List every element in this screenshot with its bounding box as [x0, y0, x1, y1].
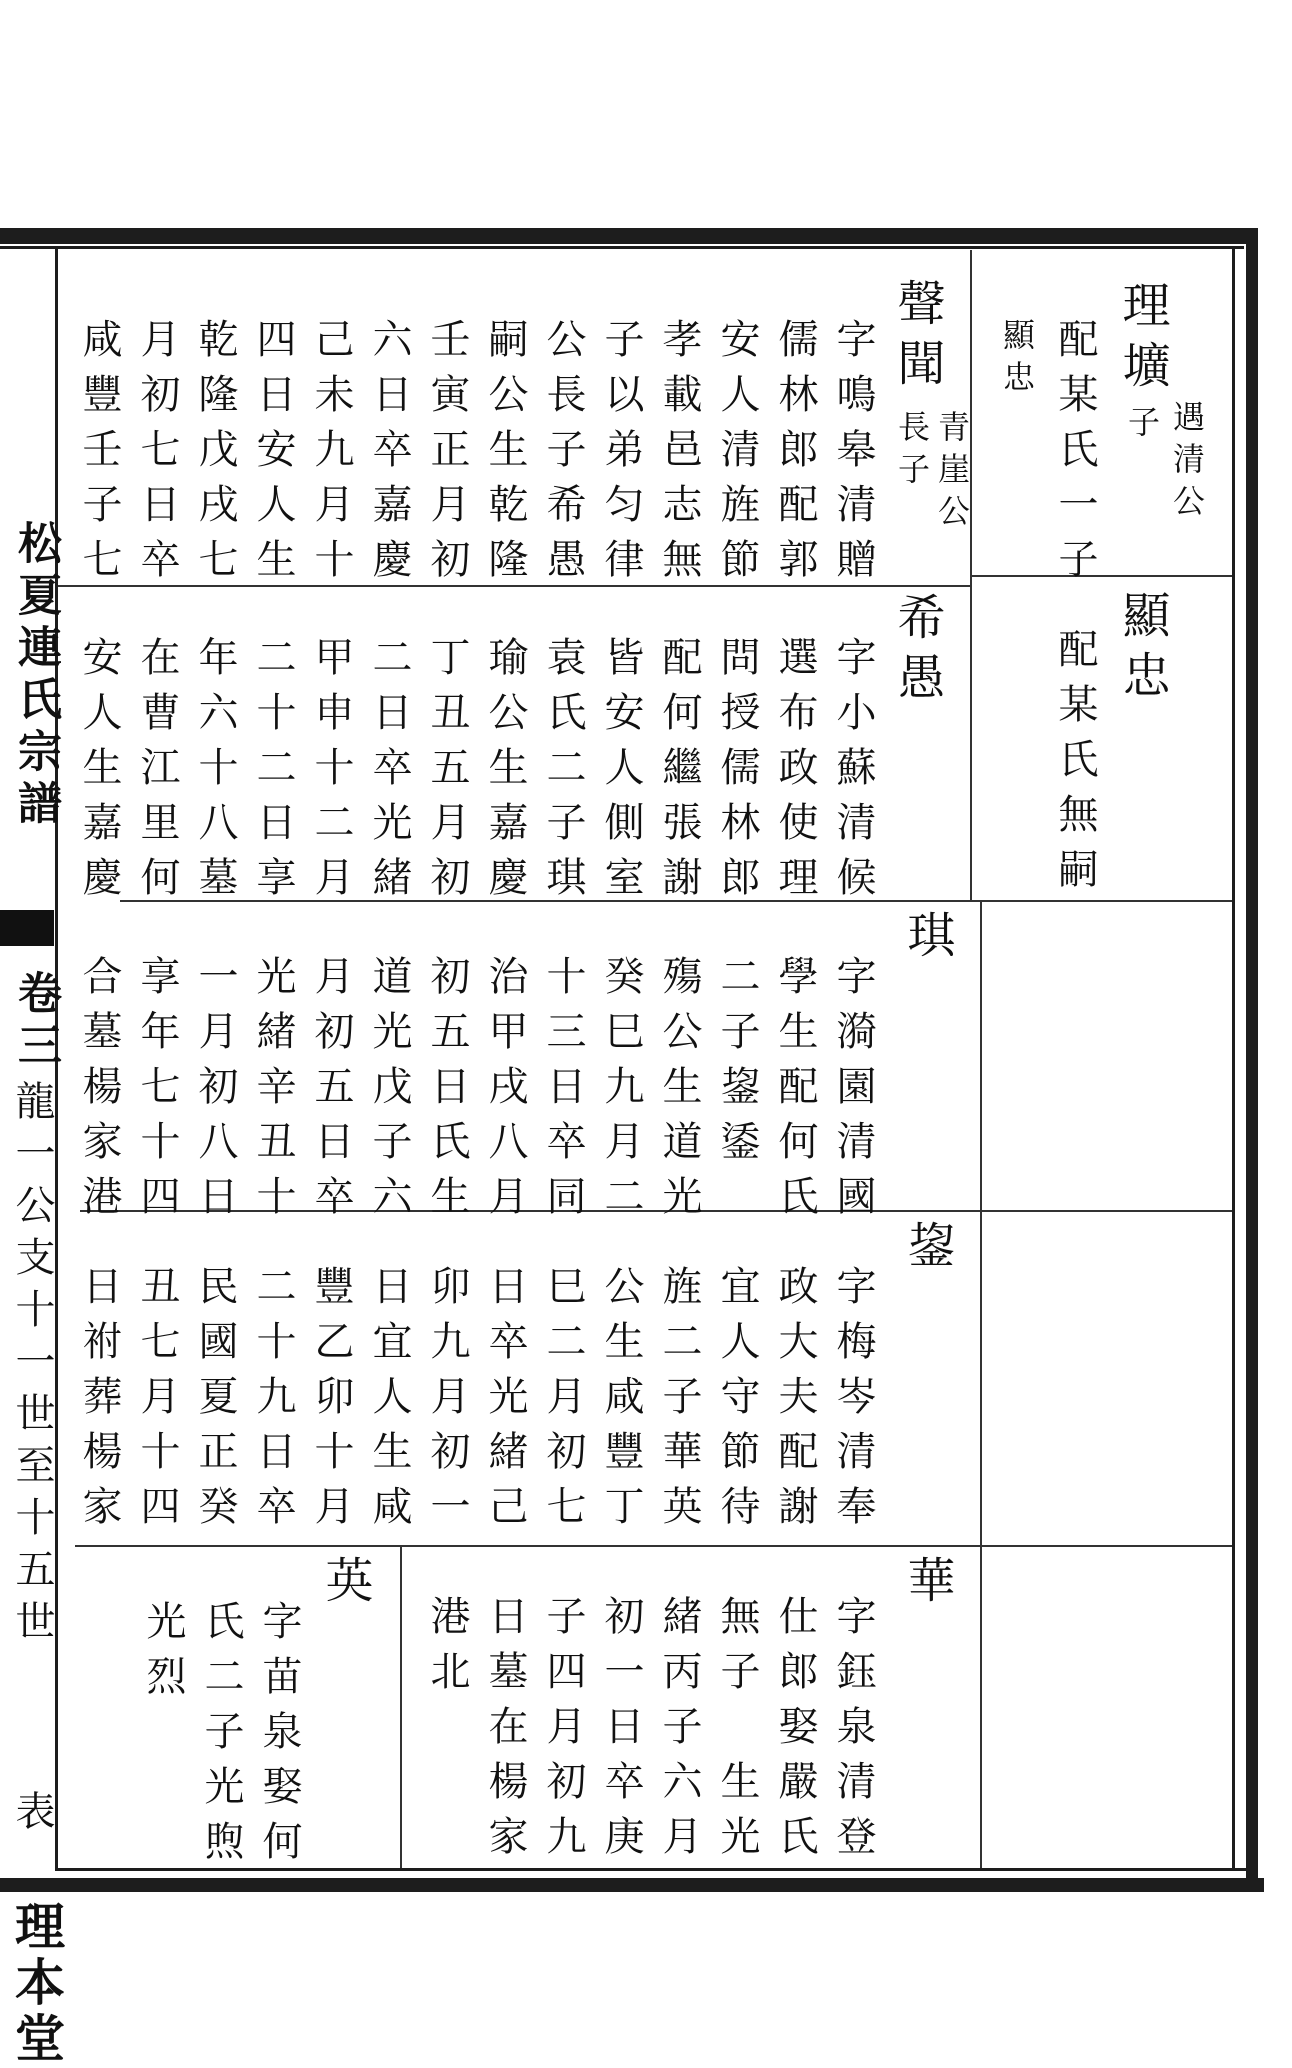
entry-text-col: 六日卒嘉慶 — [366, 318, 412, 593]
entry-text-col: 字梅岑清奉 — [830, 1265, 876, 1540]
entry-text-col: 巳二月初七 — [540, 1265, 586, 1540]
entry-text-col: 月初五日卒 — [308, 955, 354, 1230]
entry-text-col: 儒林郎配郭 — [772, 318, 818, 593]
frame-top-border — [0, 228, 1252, 244]
entry-text-col: 己未九月十 — [308, 318, 354, 593]
entry-text-col: 在曹江里何 — [134, 636, 180, 911]
entry-relation: 子 — [1123, 405, 1161, 447]
entry-text-col: 學生配何氏 — [772, 955, 818, 1230]
spine-margin — [0, 250, 66, 2068]
entry-text-col: 癸巳九月二 — [598, 955, 644, 1230]
entry-text-col: 治甲戌八月 — [482, 955, 528, 1230]
entry-text-col: 嗣公生乾隆 — [482, 318, 528, 593]
entry-text-col: 無子 生光 — [714, 1595, 760, 1870]
entry-name-yun: 鋆 — [899, 1220, 955, 1280]
entry-text-col: 子以弟匀律 — [598, 318, 644, 593]
entry-text-col: 子四月初九 — [540, 1595, 586, 1870]
entry-text-col: 安人清旌節 — [714, 318, 760, 593]
fishtail-mark — [0, 910, 54, 946]
entry-text-col: 配某氏一子 — [1052, 318, 1098, 593]
entry-text-col: 安人生嘉慶 — [76, 636, 122, 911]
entry-text-col: 字鳴皋清贈 — [830, 318, 876, 593]
spine-page-mark: 表 — [9, 1790, 55, 1830]
entry-text-col: 字漪園清國 — [830, 955, 876, 1230]
entry-text-col: 二十二日享 — [250, 636, 296, 911]
entry-text-col: 政大夫配謝 — [772, 1265, 818, 1540]
entry-text-col: 光烈 — [140, 1600, 186, 1710]
entry-text-col: 字小蘇清候 — [830, 636, 876, 911]
frame-top-inner-border — [0, 246, 1244, 249]
entry-text-col: 合墓楊家港 — [76, 955, 122, 1230]
entry-text-col: 旌二子華英 — [656, 1265, 702, 1540]
entry-text-col: 問授儒林郎 — [714, 636, 760, 911]
entry-name-li-kuang: 理壙 — [1114, 280, 1170, 400]
entry-text-col: 氏二子光煦 — [198, 1600, 244, 1875]
entry-text-col: 道光戊子六 — [366, 955, 412, 1230]
entry-text-col: 顯忠 — [998, 318, 1036, 402]
entry-text-col: 緒丙子六月 — [656, 1595, 702, 1870]
entry-father: 遇清公 — [1168, 400, 1206, 526]
entry-text-col: 選布政使理 — [772, 636, 818, 911]
entry-name-xian-zhong: 顯忠 — [1114, 590, 1170, 710]
entry-text-col: 字苗泉娶何 — [256, 1600, 302, 1875]
entry-text-col: 日墓在楊家 — [482, 1595, 528, 1870]
entry-text-col: 瑜公生嘉慶 — [482, 636, 528, 911]
spine-title: 松夏連氏宗譜 — [10, 520, 61, 832]
entry-text-col: 初一日卒庚 — [598, 1595, 644, 1870]
entry-text-col: 初五日氏生 — [424, 955, 470, 1230]
entry-text-col: 日卒光緒己 — [482, 1265, 528, 1540]
spine-hall-name: 理本堂 — [7, 1900, 66, 2068]
entry-text-col: 壬寅正月初 — [424, 318, 470, 593]
grid-divider — [75, 1545, 1232, 1547]
entry-text-col: 日宜人生咸 — [366, 1265, 412, 1540]
entry-text-col: 甲申十二月 — [308, 636, 354, 911]
spine-branch: 龍一公支十一世至十五世 — [9, 1080, 55, 1652]
entry-text-col: 港北 — [424, 1595, 470, 1705]
entry-text-col: 袁氏二子琪 — [540, 636, 586, 911]
grid-divider — [400, 1545, 402, 1868]
entry-text-col: 配某氏無嗣 — [1052, 628, 1098, 903]
entry-text-col: 殤公生道光 — [656, 955, 702, 1230]
entry-text-col: 民國夏正癸 — [192, 1265, 238, 1540]
entry-text-col: 一月初八日 — [192, 955, 238, 1230]
entry-text-col: 丁丑五月初 — [424, 636, 470, 911]
entry-text-col: 四日安人生 — [250, 318, 296, 593]
entry-name-sheng-wen: 聲聞 — [889, 278, 945, 398]
entry-text-col: 仕郎娶嚴氏 — [772, 1595, 818, 1870]
entry-text-col: 十三日卒同 — [540, 955, 586, 1230]
entry-text-col: 日祔葬楊家 — [76, 1265, 122, 1540]
entry-text-col: 光緒辛丑十 — [250, 955, 296, 1230]
entry-text-col: 皆安人側室 — [598, 636, 644, 911]
entry-text-col: 豐乙卯十月 — [308, 1265, 354, 1540]
entry-text-col: 乾隆戊戌七 — [192, 318, 238, 593]
entry-text-col: 咸豐壬子七 — [76, 318, 122, 593]
entry-text-col: 公長子希愚 — [540, 318, 586, 593]
grid-divider — [980, 900, 982, 1868]
entry-text-col: 享年七十四 — [134, 955, 180, 1230]
frame-right-border — [1246, 228, 1258, 1892]
entry-relation-annotation: 長子 — [893, 410, 931, 494]
entry-text-col: 配何繼張謝 — [656, 636, 702, 911]
frame-right-inner-border — [1232, 246, 1235, 1870]
entry-name-hua: 華 — [899, 1555, 955, 1615]
entry-text-col: 月初七日卒 — [134, 318, 180, 593]
entry-text-col: 二日卒光緒 — [366, 636, 412, 911]
entry-name-ying: 英 — [317, 1555, 373, 1615]
entry-father-annotation: 青崖公 — [933, 410, 971, 536]
entry-text-col: 宜人守節待 — [714, 1265, 760, 1540]
entry-text-col: 公生咸豐丁 — [598, 1265, 644, 1540]
entry-text-col: 年六十八墓 — [192, 636, 238, 911]
entry-text-col: 孝載邑志無 — [656, 318, 702, 593]
entry-text-col: 二十九日卒 — [250, 1265, 296, 1540]
entry-text-col: 字鈺泉清登 — [830, 1595, 876, 1870]
frame-bottom-border — [0, 1878, 1264, 1892]
entry-text-col: 二子鋆鋈 — [714, 955, 760, 1175]
spine-volume: 卷三 — [10, 970, 61, 1074]
entry-text-col: 卯九月初一 — [424, 1265, 470, 1540]
entry-name-xi-yu: 希愚 — [889, 592, 945, 712]
entry-text-col: 丑七月十四 — [134, 1265, 180, 1540]
entry-name-qi: 琪 — [899, 910, 955, 970]
